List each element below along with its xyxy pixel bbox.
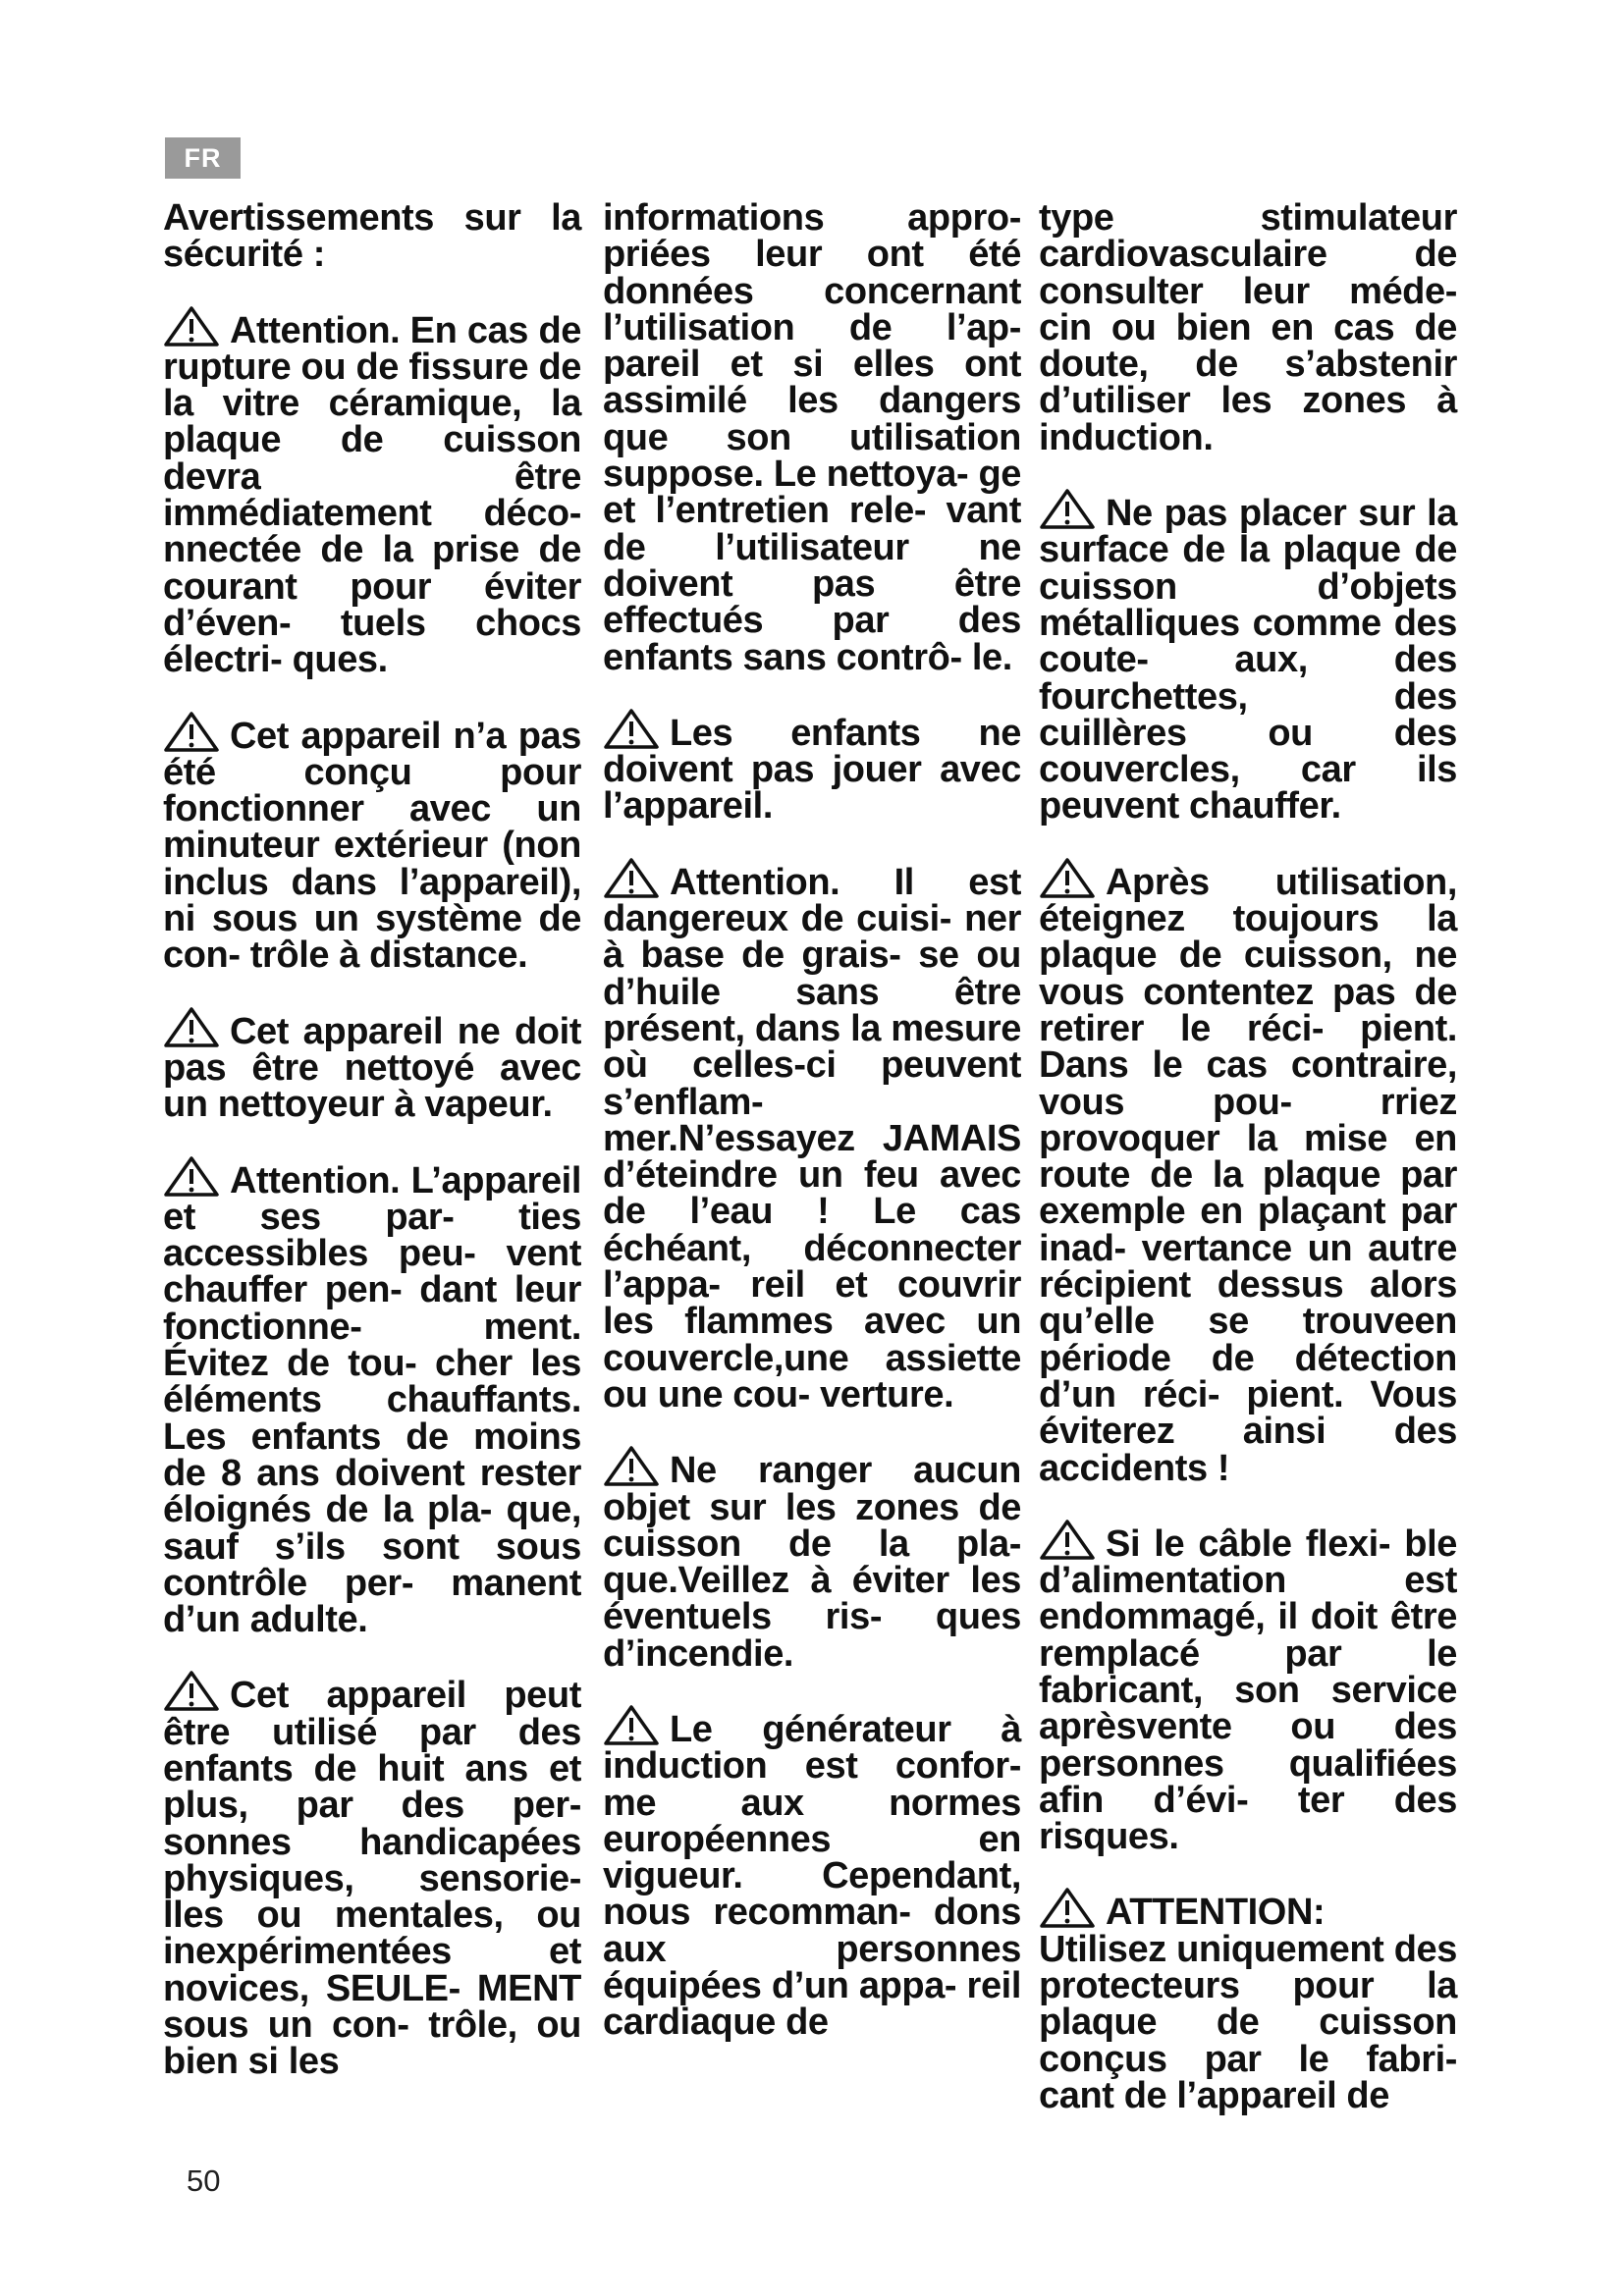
warning-text: Attention. En cas de rupture ou de fissure de la vitre céramique, la plaque de cuisson devra être immédiatement déco-nnectée de la prise de courant pour éviter d’éven- tuels chocs électri- ques. <box>163 309 581 681</box>
warning-icon <box>163 711 220 752</box>
warning-paragraph <box>1039 488 1457 826</box>
warning-icon <box>163 305 220 347</box>
paragraph <box>163 197 581 276</box>
warning-text: Attention. Il est dangereux de cuisi- ner à base de grais- se ou d’huile sans être présent, dans la mesure où celles-ci peuvent s’enflam- mer.N’essayez JAMAIS d’éteindre un feu avec de l’eau ! Le cas échéant, déconnecter l’appa- reil et couvrir les flammes avec un couvercle,une assiette ou une cou- verture. <box>603 861 1021 1415</box>
warning-icon <box>603 1445 660 1486</box>
warning-icon <box>1039 488 1096 529</box>
warning-paragraph <box>163 711 581 975</box>
warning-paragraph <box>603 1445 1021 1673</box>
paragraph <box>603 197 1021 678</box>
warning-paragraph <box>603 857 1021 1414</box>
warning-paragraph <box>603 1704 1021 2042</box>
warning-text: Si le câble flexi- ble d’alimentation est endommagé, il doit être remplacé par le fabricant, son service aprèsvente ou des personnes qualifiées afin d’évi- ter des risques. <box>1039 1522 1457 1858</box>
warning-icon <box>163 1155 220 1197</box>
paragraph <box>1039 197 1457 458</box>
warning-text: ATTENTION: Utilisez uniquement des protecteurs pour la plaque de cuisson conçus par le fabri- cant de l’appareil de <box>1039 1892 1457 2116</box>
warning-text: Les enfants ne doivent pas jouer avec l’appareil. <box>603 712 1021 828</box>
warning-paragraph <box>1039 857 1457 1487</box>
language-tab: FR <box>165 137 241 179</box>
warning-icon <box>1039 857 1096 898</box>
text-column-2 <box>603 197 1021 2073</box>
paragraph-text: type stimulateur cardiovasculaire de consulter leur méde- cin ou bien en cas de doute, de s’abstenir d’utiliser les zones à induction. <box>1039 197 1457 458</box>
warning-paragraph <box>163 1006 581 1124</box>
warning-text: Cet appareil n’a pas été conçu pour fonctionner avec un minuteur extérieur (non inclus dans l’appareil), ni sous un système de con- trôle à distance. <box>163 715 581 977</box>
warning-paragraph <box>1039 1519 1457 1856</box>
warning-paragraph <box>603 708 1021 826</box>
warning-text: Ne ranger aucun objet sur les zones de cuisson de la pla- que.Veillez à éviter les éventuels ris- ques d’incendie. <box>603 1450 1021 1675</box>
warning-icon <box>1039 1887 1096 1928</box>
page-number: 50 <box>187 2163 221 2198</box>
warning-paragraph <box>1039 1887 1457 2114</box>
warning-text: Après utilisation, éteignez toujours la plaque de cuisson, ne vous contentez pas de retirer le réci- pient. Dans le cas contraire, vous pou- rriez provoquer la mise en route de la plaque par exemple en plaçant par inad- vertance un autre récipient dessus alors qu’elle se trouveen période de détection d’un réci- pient. Vous éviterez ainsi des accidents ! <box>1039 861 1457 1489</box>
warning-text: Attention. L’appareil et ses par- ties accessibles peu- vent chauffer pen- dant leur fonctionne- ment. Évitez de tou- cher les éléments chauffants. Les enfants de moins de 8 ans doivent rester éloignés de la pla- que, sauf s’ils sont sous contrôle per- manent d’un adulte. <box>163 1159 581 1641</box>
warning-paragraph <box>163 305 581 679</box>
warning-text: Cet appareil peut être utilisé par des enfants de huit ans et plus, par des per- sonnes handicapées physiques, sensorie- lles ou mentales, ou inexpérimentées et novices, SEULE- MENT sous un con- trôle, ou bien si les <box>163 1675 581 2083</box>
warning-icon <box>1039 1519 1096 1560</box>
warning-paragraph <box>163 1155 581 1639</box>
warning-icon <box>163 1006 220 1047</box>
warning-icon <box>603 857 660 898</box>
warning-paragraph <box>163 1670 581 2083</box>
warning-icon <box>163 1670 220 1711</box>
warning-text: Cet appareil ne doit pas être nettoyé avec un nettoyeur à vapeur. <box>163 1010 581 1126</box>
paragraph-text: Avertissements sur la sécurité : <box>163 197 581 276</box>
warning-icon <box>603 708 660 749</box>
warning-text: Ne pas placer sur la surface de la plaque de cuisson d’objets métalliques comme des coute- aux, des fourchettes, des cuillères ou des couvercles, car ils peuvent chauffer. <box>1039 493 1457 828</box>
text-column-1 <box>163 197 581 2112</box>
paragraph-text: informations appro- priées leur ont été données concernant l’utilisation de l’ap- pareil et si elles ont assimilé les dangers que son utilisation suppose. Le nettoya- ge et l’entretien rele- vant de l’utilisateur ne doivent pas être effectués par des enfants sans contrô- le. <box>603 197 1021 678</box>
warning-icon <box>603 1704 660 1745</box>
text-column-3 <box>1039 197 1457 2146</box>
warning-text: Le générateur à induction est confor- me aux normes européennes en vigueur. Cependant, nous recomman- dons aux personnes équipées d’un appa- reil cardiaque de <box>603 1708 1021 2044</box>
